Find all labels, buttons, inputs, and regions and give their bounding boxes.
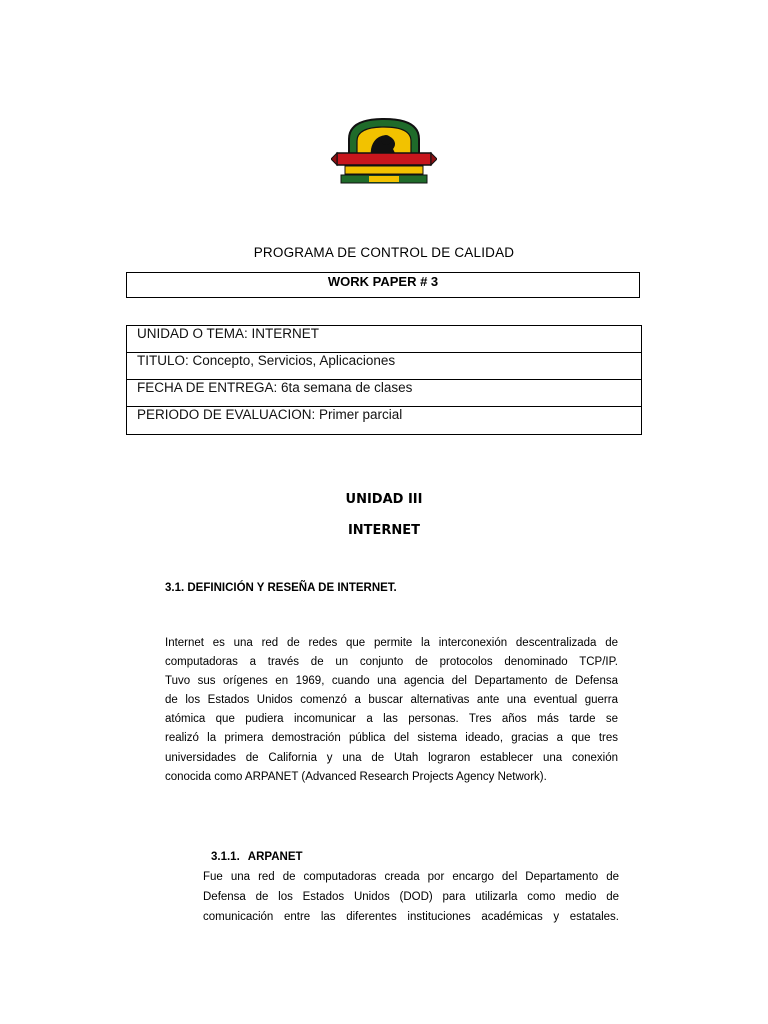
program-title: PROGRAMA DE CONTROL DE CALIDAD <box>253 245 515 260</box>
unit-subtitle: INTERNET <box>347 523 421 538</box>
info-row <box>127 380 642 407</box>
paragraph-line: atómica que pudiera incomunicar a las personas. Tres años más tarde se <box>165 713 618 726</box>
paragraph-line: Defensa de los Estados Unidos (DOD) para utilizarla como medio de <box>203 891 619 903</box>
paragraph-line: Fue una red de computadoras creada por encargo del Departamento de <box>203 871 619 883</box>
paragraph-line: comunicación entre las diferentes instituciones académicas y estatales. <box>203 911 619 923</box>
info-row <box>127 353 642 380</box>
subsection-number: 3.1.1. <box>211 851 240 863</box>
paragraph-line: Internet es una red de redes que permite la interconexión descentralizada de <box>165 637 618 649</box>
subsection-heading <box>211 851 303 863</box>
paragraph-line: universidades de California y una de Utah lograron establecer una conexión <box>165 751 618 764</box>
paragraph-line: de los Estados Unidos comenzó a buscar alternativas ante una eventual guerra <box>165 694 618 707</box>
info-evaluation-period: PERIODO DE EVALUACION: Primer parcial <box>127 407 642 435</box>
work-paper-box <box>126 272 640 298</box>
work-paper-label: WORK PAPER # 3 <box>327 274 439 289</box>
unit-title: UNIDAD III <box>345 492 423 507</box>
info-row <box>127 407 642 435</box>
paragraph-line: conocida como ARPANET (Advanced Research Projects Agency Network). <box>165 770 547 783</box>
section-heading: 3.1. DEFINICIÓN Y RESEÑA DE INTERNET. <box>165 582 397 594</box>
info-row <box>127 326 642 353</box>
section-paragraph <box>165 634 618 787</box>
paragraph-line: Tuvo sus orígenes en 1969, cuando una agencia del Departamento de Defensa <box>165 675 618 688</box>
paragraph-line: realizó la primera demostración pública del sistema ideado, gracias a que tres <box>165 732 618 745</box>
info-unit-topic: UNIDAD O TEMA: INTERNET <box>127 326 642 353</box>
subsection-paragraph <box>203 867 619 927</box>
university-seal-icon <box>331 113 437 185</box>
university-logo <box>331 113 437 185</box>
paragraph-line: computadoras a través de un conjunto de protocolos denominado TCP/IP. <box>165 656 618 669</box>
info-due-date: FECHA DE ENTREGA: 6ta semana de clases <box>127 380 642 407</box>
subsection-title: ARPANET <box>247 851 303 863</box>
info-title: TITULO: Concepto, Servicios, Aplicaciones <box>127 353 642 380</box>
info-table <box>126 325 642 435</box>
